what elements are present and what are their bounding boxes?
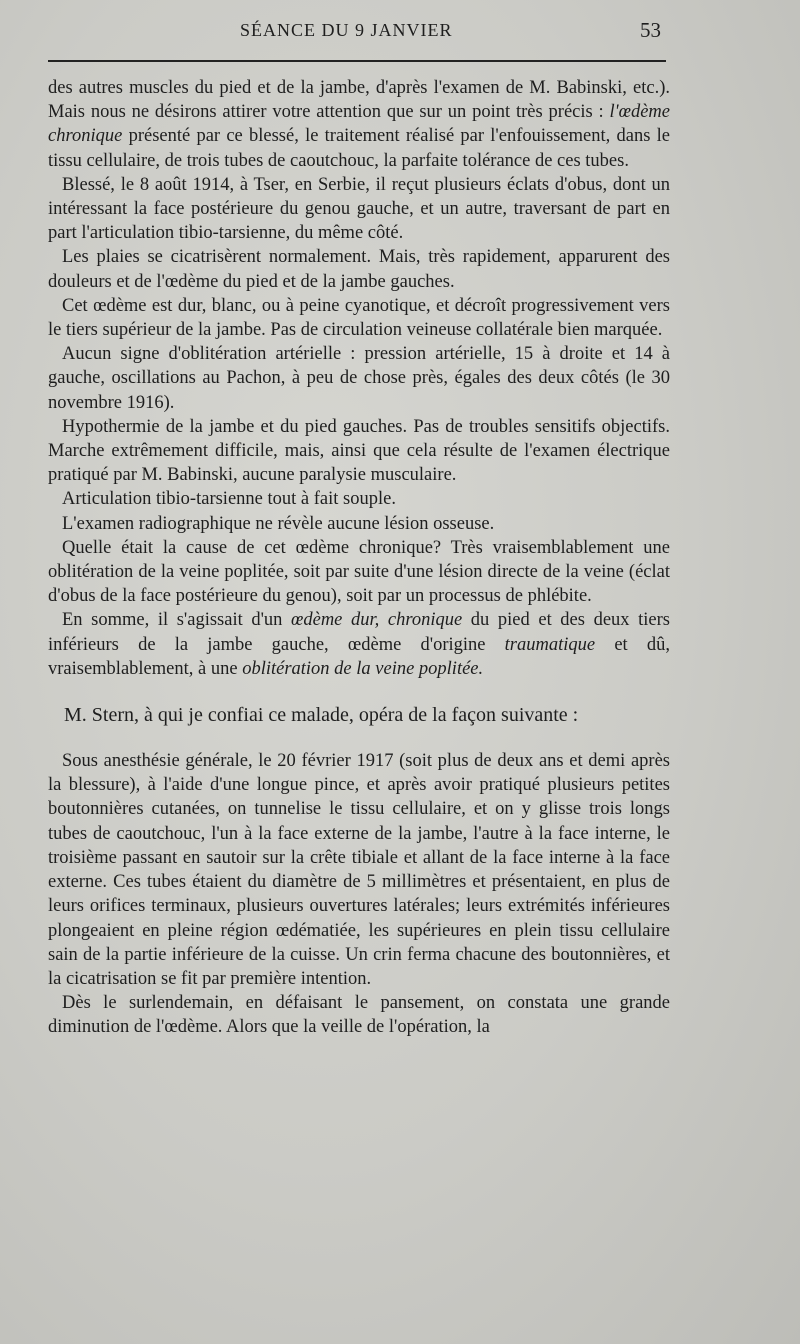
running-title: SÉANCE DU 9 JANVIER <box>240 20 453 40</box>
paragraph <box>48 76 670 173</box>
paragraph <box>48 487 670 511</box>
paragraph <box>48 415 670 488</box>
text-run: et dû, vraisemblablement, à une <box>48 634 670 679</box>
text-run: Dès le surlendemain, en défaisant le pansement, on constata une grande diminution de l'œdème. Alors que la veille de l'opération, la <box>48 993 670 1038</box>
italic-text: œdème dur, chronique <box>291 610 463 631</box>
text-run: des autres muscles du pied et de la jambe, d'après l'examen de M. Babinski, etc.). Mais nous ne désirons attirer votre attention que sur un point très précis : <box>48 78 670 123</box>
paragraph <box>48 749 670 991</box>
text-run: du pied et des deux tiers inférieurs de la jambe gauche, œdème d'origine <box>48 610 670 655</box>
section-gap <box>48 729 670 749</box>
italic-text: oblitération de la veine poplitée. <box>242 658 484 679</box>
text-run: En somme, il s'agissait d'un <box>62 610 292 631</box>
paragraph <box>48 991 670 1039</box>
section-gap <box>48 681 670 701</box>
italic-text: l'œdème chronique <box>48 102 670 147</box>
text-run: Quelle était la cause de cet œdème chronique? Très vraisemblablement une oblitération de la veine poplitée, soit par suite d'une lésion directe de la veine (éclat d'obus de la face postérieure du genou), soit par un processus de phlébite. <box>48 537 670 607</box>
text-run: présenté par ce blessé, le traitement réalisé par l'enfouissement, dans le tissu cellulaire, de trois tubes de caoutchouc, la parfaite tolérance de ces tubes. <box>48 126 670 171</box>
text-run: L'examen radiographique ne révèle aucune lésion osseuse. <box>62 513 495 534</box>
paragraph <box>48 701 670 729</box>
paragraph <box>48 294 670 342</box>
paragraph <box>48 608 670 681</box>
paragraph <box>48 245 670 293</box>
paragraph <box>48 512 670 536</box>
text-run: Blessé, le 8 août 1914, à Tser, en Serbie, il reçut plusieurs éclats d'obus, dont un intéressant la face postérieure du genou gauche, et un autre, traversant de part en part l'articulation tibio-tarsienne, du même côté. <box>48 174 670 244</box>
body-text <box>48 76 670 1040</box>
paragraph <box>48 342 670 415</box>
text-run: Aucun signe d'oblitération artérielle : pression artérielle, 15 à droite et 14 à gauche, oscillations au Pachon, à peu de chose près, égales des deux côtés (le 30 novembre 1916). <box>48 344 670 413</box>
text-run: Articulation tibio-tarsienne tout à fait souple. <box>62 489 396 510</box>
text-run: Sous anesthésie générale, le 20 février 1917 (soit plus de deux ans et demi après la blessure), à l'aide d'une longue pince, et après avoir pratiqué plusieurs petites boutonnières cutanées, on tunnelise le tissu cellulaire, et on y glisse trois longs tubes de caoutchouc, l'un à la face externe de la jambe, l'autre à la face interne, le troisième passant en sautoir sur la crête tibiale et allant de la face interne à la face externe. Ces tubes étaient du diamètre de 5 millimètres et présentaient, en plus de leurs orifices terminaux, plusieurs ouvertures latérales; leurs extrémités inférieures plongeaient en pleine région œdématiée, les supérieures en plein tissu cellulaire sain de la partie inférieure de la cuisse. Un crin ferma chacune des boutonnières, et la cicatrisation se fit par première intention. <box>48 751 670 989</box>
header-rule <box>48 60 666 62</box>
italic-text: traumatique <box>504 634 596 655</box>
text-run: M. Stern, à qui je confiai ce malade, opéra de la façon suivante : <box>64 704 579 727</box>
text-run: Hypothermie de la jambe et du pied gauches. Pas de troubles sensitifs objectifs. Marche extrêmement difficile, mais, ainsi que cela résulte de l'examen électrique pratiqué par M. Babinski, aucune paralysie musculaire. <box>48 416 670 486</box>
paragraph <box>48 536 670 609</box>
text-run: Cet œdème est dur, blanc, ou à peine cyanotique, et décroît progressivement vers le tiers supérieur de la jambe. Pas de circulation veineuse collatérale bien marquée. <box>48 295 670 341</box>
paragraph <box>48 173 670 246</box>
page-number: 53 <box>640 18 661 42</box>
running-head <box>0 18 800 48</box>
text-run: Les plaies se cicatrisèrent normalement. Mais, très rapidement, apparurent des douleurs et de l'œdème du pied et de la jambe gauches. <box>48 247 670 292</box>
